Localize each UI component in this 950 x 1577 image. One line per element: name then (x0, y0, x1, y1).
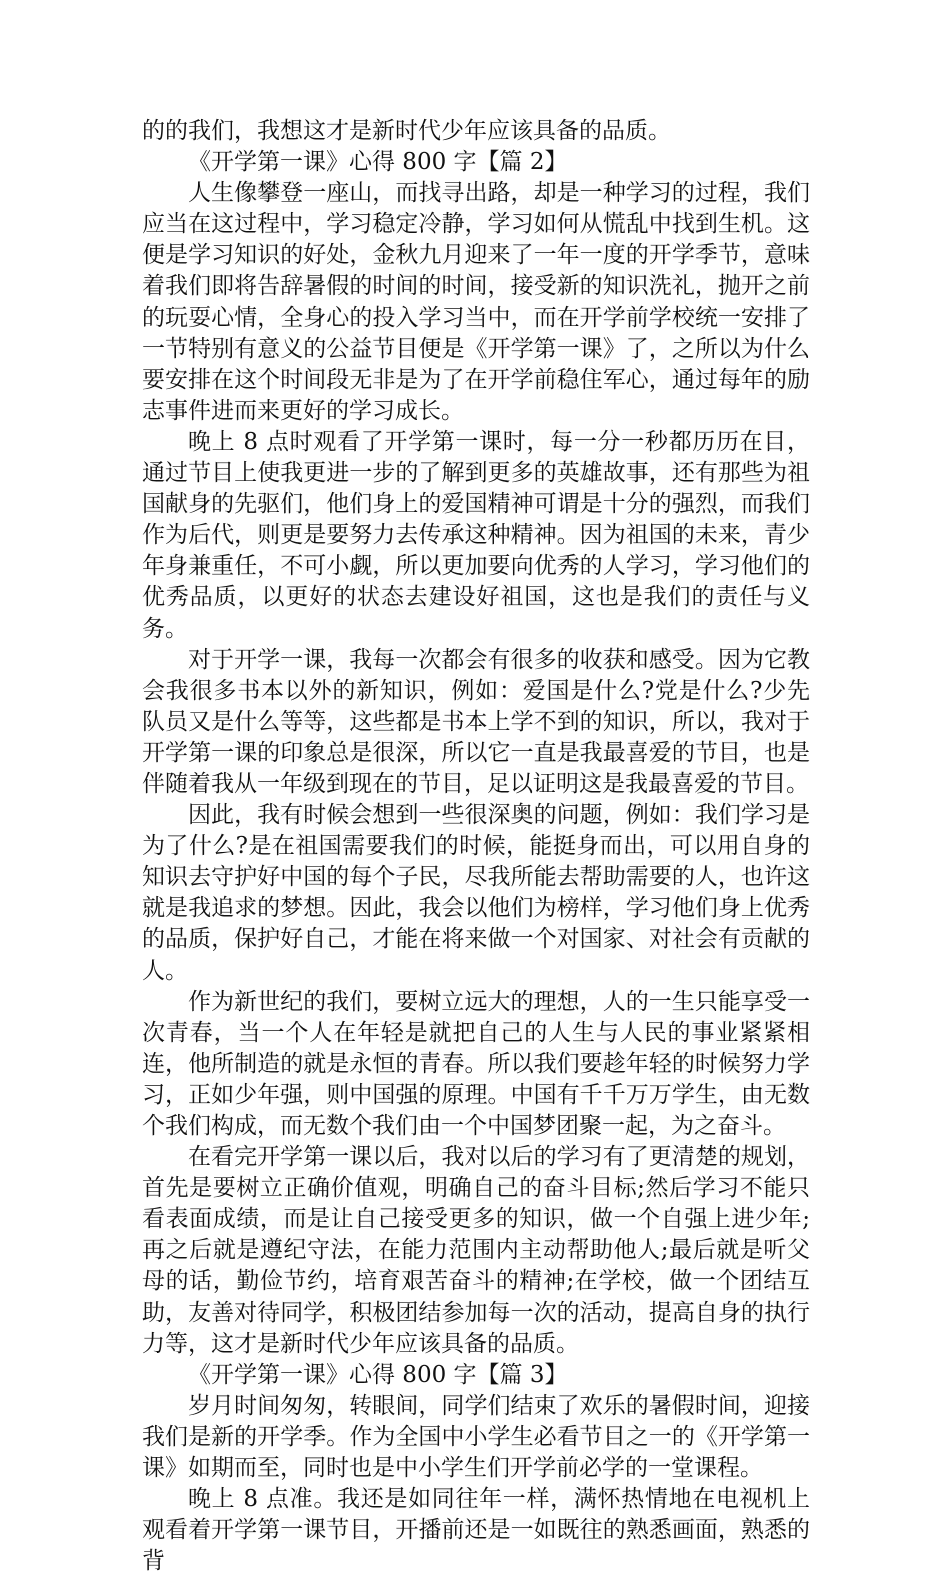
paragraph: 在看完开学第一课以后，我对以后的学习有了更清楚的规划，首先是要树立正确价值观，明确自己的奋斗目标;然后学习不能只看表面成绩，而是让自己接受更多的知识，做一个自强上进少年;再之后就是遵纪守法，在能力范围内主动帮助他人;最后就是听父母的话，勤俭节约，培育艰苦奋斗的精神;在学校，做一个团结互助，友善对待同学，积极团结参加每一次的活动，提高自身的执行力等，这才是新时代少年应该具备的品质。 (142, 1144, 810, 1357)
paragraph: 对于开学一课，我每一次都会有很多的收获和感受。因为它教会我很多书本以外的新知识，例如：爱国是什么?党是什么?少先队员又是什么等等，这些都是书本上学不到的知识，所以，我对于开学第一课的印象总是很深，所以它一直是我最喜爱的节目，也是伴随着我从一年级到现在的节目，足以证明这是我最喜爱的节目。 (142, 646, 810, 797)
paragraph: 晚上 8 点准。我还是如同往年一样，满怀热情地在电视机上观看着开学第一课节目，开播前还是一如既往的熟悉画面，熟悉的背 (142, 1486, 810, 1575)
section-heading-part-2: 《开学第一课》心得 800 字【篇 2】 (188, 149, 568, 176)
section-heading-part-3: 《开学第一课》心得 800 字【篇 3】 (188, 1361, 568, 1388)
paragraph: 作为新世纪的我们，要树立远大的理想，人的一生只能享受一次青春，当一个人在年轻是就把自己的人生与人民的事业紧紧相连，他所制造的就是永恒的青春。所以我们要趁年轻的时候努力学习，正如少年强，则中国强的原理。中国有千千万万学生，由无数个我们构成，而无数个我们由一个中国梦团聚一起，为之奋斗。 (142, 988, 810, 1139)
paragraph: 因此，我有时候会想到一些很深奥的问题，例如：我们学习是为了什么?是在祖国需要我们的时候，能挺身而出，可以用自身的知识去守护好中国的每个子民，尽我所能去帮助需要的人，也许这就是我追求的梦想。因此，我会以他们为榜样，学习他们身上优秀的品质，保护好自己，才能在将来做一个对国家、对社会有贡献的人。 (142, 802, 810, 984)
paragraph: 晚上 8 点时观看了开学第一课时，每一分一秒都历历在目，通过节目上使我更进一步的了解到更多的英雄故事，还有那些为祖国献身的先驱们，他们身上的爱国精神可谓是十分的强烈，而我们作为后代，则更是要努力去传承这种精神。因为祖国的未来，青少年身兼重任，不可小觑，所以更加要向优秀的人学习，学习他们的优秀品质，以更好的状态去建设好祖国，这也是我们的责任与义务。 (142, 428, 810, 642)
paragraph: 岁月时间匆匆，转眼间，同学们结束了欢乐的暑假时间，迎接我们是新的开学季。作为全国中小学生必看节目之一的《开学第一课》如期而至，同时也是中小学生们开学前必学的一堂课程。 (142, 1392, 810, 1482)
document-body (142, 116, 810, 1577)
paragraph: 人生像攀登一座山，而找寻出路，却是一种学习的过程，我们应当在这过程中，学习稳定冷静，学习如何从慌乱中找到生机。这便是学习知识的好处，金秋九月迎来了一年一度的开学季节，意味着我们即将告辞暑假的时间的时间，接受新的知识洗礼，抛开之前的玩耍心情，全身心的投入学习当中，而在开学前学校统一安排了一节特别有意义的公益节目便是《开学第一课》了，之所以为什么要安排在这个时间段无非是为了在开学前稳住军心，通过每年的励志事件进而来更好的学习成长。 (142, 180, 810, 424)
paragraph-continuation: 的的我们，我想这才是新时代少年应该具备的品质。 (142, 118, 671, 144)
